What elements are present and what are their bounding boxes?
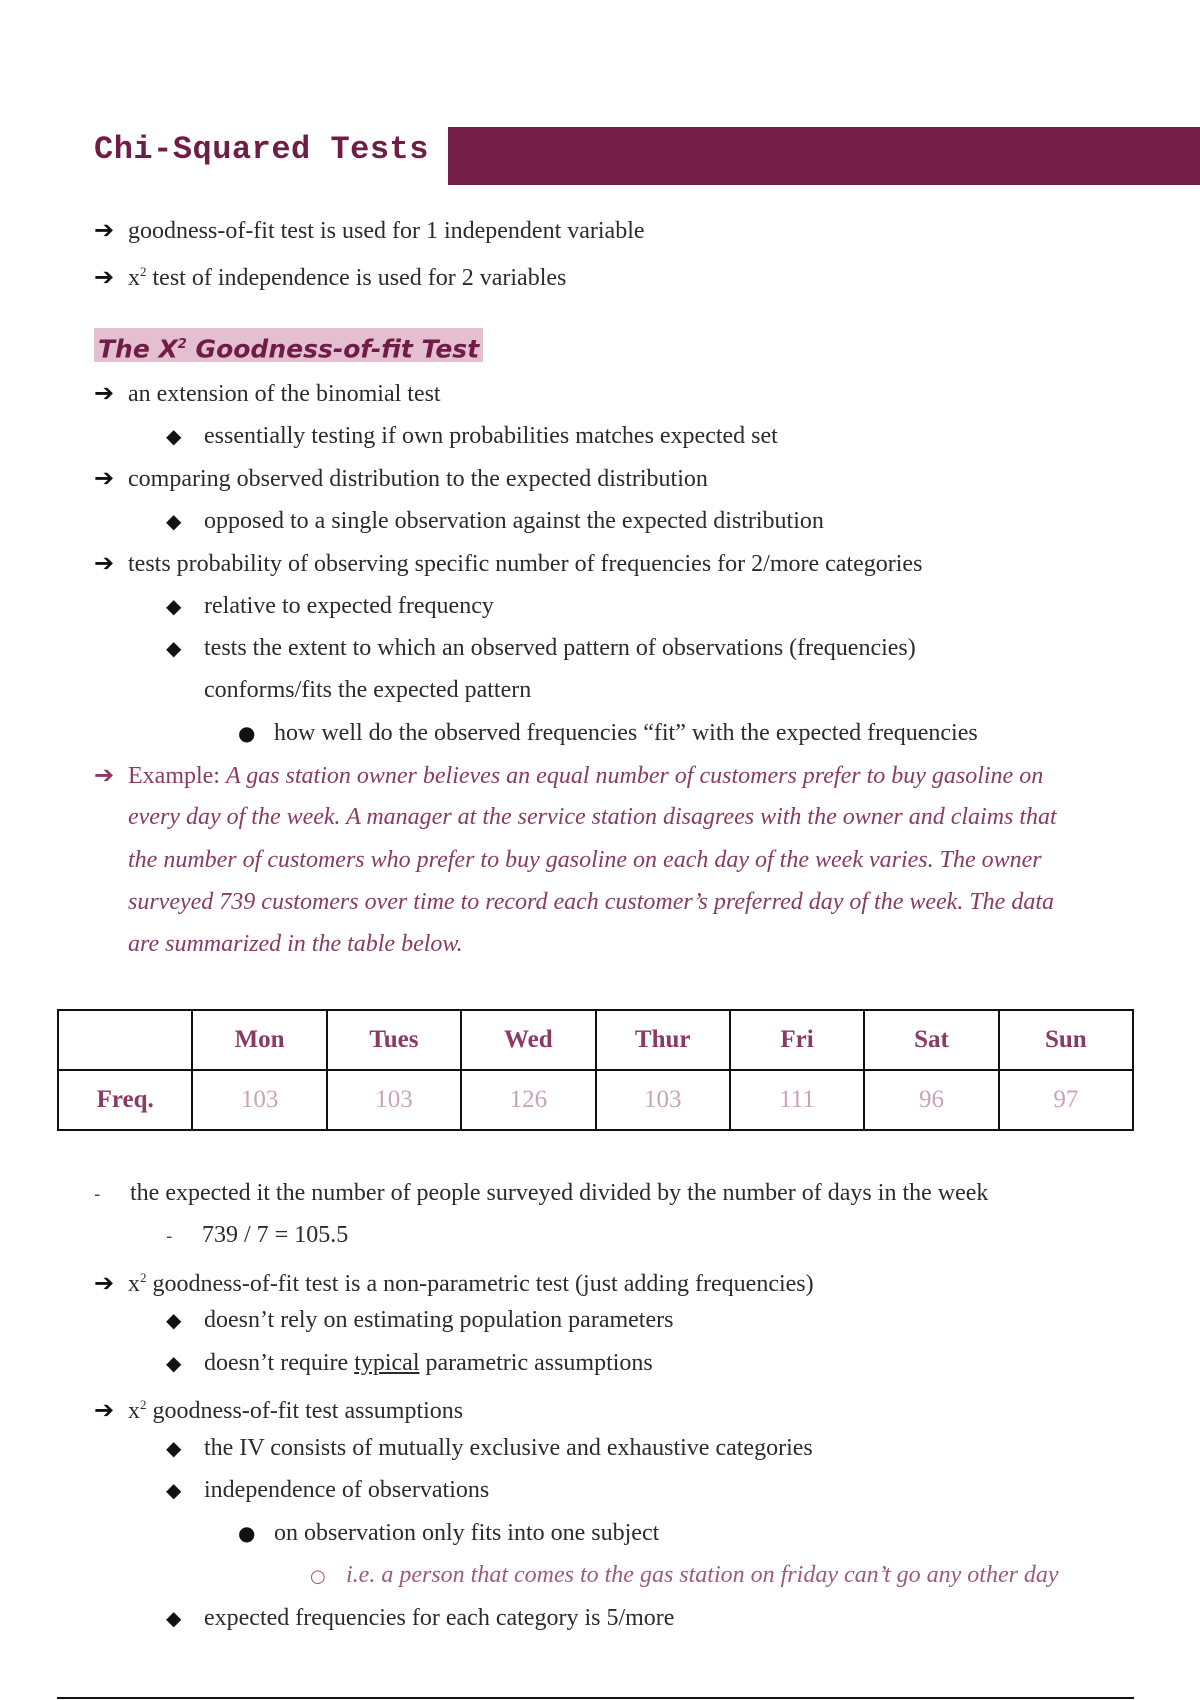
table-header-cell: Sat	[864, 1010, 998, 1070]
circle-bullet-icon: ○	[310, 1566, 326, 1587]
arrow-icon: ➔	[94, 1269, 115, 1297]
table-header-cell: Mon	[192, 1010, 326, 1070]
arrow-icon: ➔	[94, 549, 115, 577]
dash-bullet-icon: -	[166, 1226, 173, 1247]
table-cell: 97	[999, 1070, 1133, 1130]
section-heading-pre: The X	[98, 334, 178, 364]
title-row	[94, 127, 1200, 185]
arrow-icon: ➔	[94, 1396, 115, 1424]
section-heading	[94, 328, 483, 362]
assumption-a	[166, 1433, 813, 1463]
section-heading-text: Goodness-of-fit Test	[186, 334, 480, 364]
example-line-2	[128, 802, 1057, 832]
assumption-b	[166, 1475, 489, 1505]
nonparam-b-underlined: typical	[354, 1350, 420, 1376]
point-1-text: an extension of the binomial test	[128, 381, 441, 407]
intro-item-2-text: test of independence is used for 2 variables	[146, 265, 567, 291]
assumptions-text: goodness-of-fit test assumptions	[146, 1398, 464, 1424]
nonparam-item	[94, 1263, 814, 1299]
intro-item-2	[94, 257, 566, 293]
intro-item-1-text: goodness-of-fit test is used for 1 independent variable	[128, 218, 645, 244]
arrow-icon: ➔	[94, 761, 115, 789]
title-accent-bar	[448, 127, 1200, 185]
x-symbol: x	[128, 1398, 140, 1424]
expected-note	[94, 1178, 988, 1210]
calc-note-text: 739 / 7 = 105.5	[202, 1222, 349, 1248]
assumption-b-text: independence of observations	[204, 1477, 490, 1503]
diamond-bullet-icon: ◆	[166, 1478, 182, 1502]
intro-item-1	[94, 215, 645, 246]
bottom-divider	[57, 1697, 1134, 1699]
page-title: Chi-Squared Tests	[94, 131, 429, 168]
arrow-icon: ➔	[94, 464, 115, 492]
assumption-a-text: the IV consists of mutually exclusive and exhaustive categories	[204, 1435, 813, 1461]
point-3b-continued-text: conforms/fits the expected pattern	[204, 677, 532, 703]
diamond-bullet-icon: ◆	[166, 636, 182, 660]
assumption-c	[166, 1603, 674, 1633]
example-text-2: every day of the week. A manager at the service station disagrees with the owner and claims that	[128, 804, 1057, 830]
example-line-4	[128, 887, 1054, 917]
table-cell: 103	[192, 1070, 326, 1130]
nonparam-a-text: doesn’t rely on estimating population parameters	[204, 1307, 674, 1333]
table-cell: 103	[327, 1070, 461, 1130]
point-2a-text: opposed to a single observation against the expected distribution	[204, 508, 824, 534]
calc-note	[166, 1220, 348, 1252]
point-3a-text: relative to expected frequency	[204, 593, 494, 619]
table-header-cell: Wed	[461, 1010, 595, 1070]
arrow-icon: ➔	[94, 216, 115, 244]
table-header-row	[58, 1010, 1133, 1070]
point-3	[94, 548, 922, 579]
example-line-3	[128, 845, 1042, 875]
x-symbol: x	[128, 265, 140, 291]
example-line-5	[128, 929, 463, 959]
dot-bullet-icon: ●	[238, 721, 256, 745]
assumption-b-i-1	[310, 1560, 1059, 1592]
table-cell: 103	[596, 1070, 730, 1130]
diamond-bullet-icon: ◆	[166, 1606, 182, 1630]
assumption-b-i	[238, 1518, 659, 1548]
point-3b-i-text: how well do the observed frequencies “fit” with the expected frequencies	[274, 720, 978, 746]
assumptions-item	[94, 1390, 463, 1426]
diamond-bullet-icon: ◆	[166, 1308, 182, 1332]
point-2a	[166, 506, 824, 536]
table-header-cell	[58, 1010, 192, 1070]
point-3-text: tests probability of observing specific number of frequencies for 2/more categories	[128, 551, 923, 577]
point-3b-text: tests the extent to which an observed pattern of observations (frequencies)	[204, 635, 916, 661]
diamond-bullet-icon: ◆	[166, 1436, 182, 1460]
example-text-1: A gas station owner believes an equal number of customers prefer to buy gasoline on	[225, 763, 1044, 789]
table-header-cell: Sun	[999, 1010, 1133, 1070]
superscript: 2	[140, 1397, 147, 1412]
table-header-cell: Fri	[730, 1010, 864, 1070]
table-header-cell: Thur	[596, 1010, 730, 1070]
x-symbol: x	[128, 1271, 140, 1297]
example-text-3: the number of customers who prefer to buy gasoline on each day of the week varies. The owner	[128, 847, 1042, 873]
example-lead: Example:	[128, 763, 226, 789]
point-3b	[166, 633, 916, 663]
point-1	[94, 378, 441, 409]
expected-note-text: the expected it the number of people surveyed divided by the number of days in the week	[130, 1180, 989, 1206]
table-header-cell: Tues	[327, 1010, 461, 1070]
assumption-c-text: expected frequencies for each category is 5/more	[204, 1605, 675, 1631]
table-cell: 96	[864, 1070, 998, 1130]
point-1a-text: essentially testing if own probabilities matches expected set	[204, 423, 778, 449]
point-3a	[166, 591, 494, 621]
nonparam-b	[166, 1348, 653, 1378]
dash-bullet-icon: -	[94, 1184, 101, 1205]
diamond-bullet-icon: ◆	[166, 509, 182, 533]
assumption-b-i-text: on observation only fits into one subject	[274, 1520, 660, 1546]
table-cell: 111	[730, 1070, 864, 1130]
superscript: 2	[140, 264, 147, 279]
point-3b-i	[238, 718, 978, 748]
example-text-4: surveyed 739 customers over time to record each customer’s preferred day of the week. The data	[128, 889, 1055, 915]
point-3b-cont	[204, 675, 531, 705]
nonparam-a	[166, 1305, 673, 1335]
arrow-icon: ➔	[94, 379, 115, 407]
frequency-table	[57, 1009, 1134, 1131]
dot-bullet-icon: ●	[238, 1521, 256, 1545]
table-row-label: Freq.	[58, 1070, 192, 1130]
assumption-b-i-1-text: i.e. a person that comes to the gas station on friday can’t go any other day	[346, 1562, 1059, 1588]
nonparam-text: goodness-of-fit test is a non-parametric test (just adding frequencies)	[146, 1271, 814, 1297]
table-cell: 126	[461, 1070, 595, 1130]
diamond-bullet-icon: ◆	[166, 424, 182, 448]
point-1a	[166, 421, 778, 451]
point-2	[94, 463, 708, 494]
nonparam-b-text-post: parametric assumptions	[419, 1350, 653, 1376]
example-text-5: are summarized in the table below.	[128, 931, 463, 957]
table-row	[58, 1070, 1133, 1130]
arrow-icon: ➔	[94, 263, 115, 291]
example-line-1	[94, 760, 1043, 791]
superscript: 2	[140, 1270, 147, 1285]
nonparam-b-text-pre: doesn’t require	[204, 1350, 355, 1376]
point-2-text: comparing observed distribution to the expected distribution	[128, 466, 708, 492]
diamond-bullet-icon: ◆	[166, 1351, 182, 1375]
diamond-bullet-icon: ◆	[166, 594, 182, 618]
section-heading-sup: 2	[177, 337, 187, 352]
